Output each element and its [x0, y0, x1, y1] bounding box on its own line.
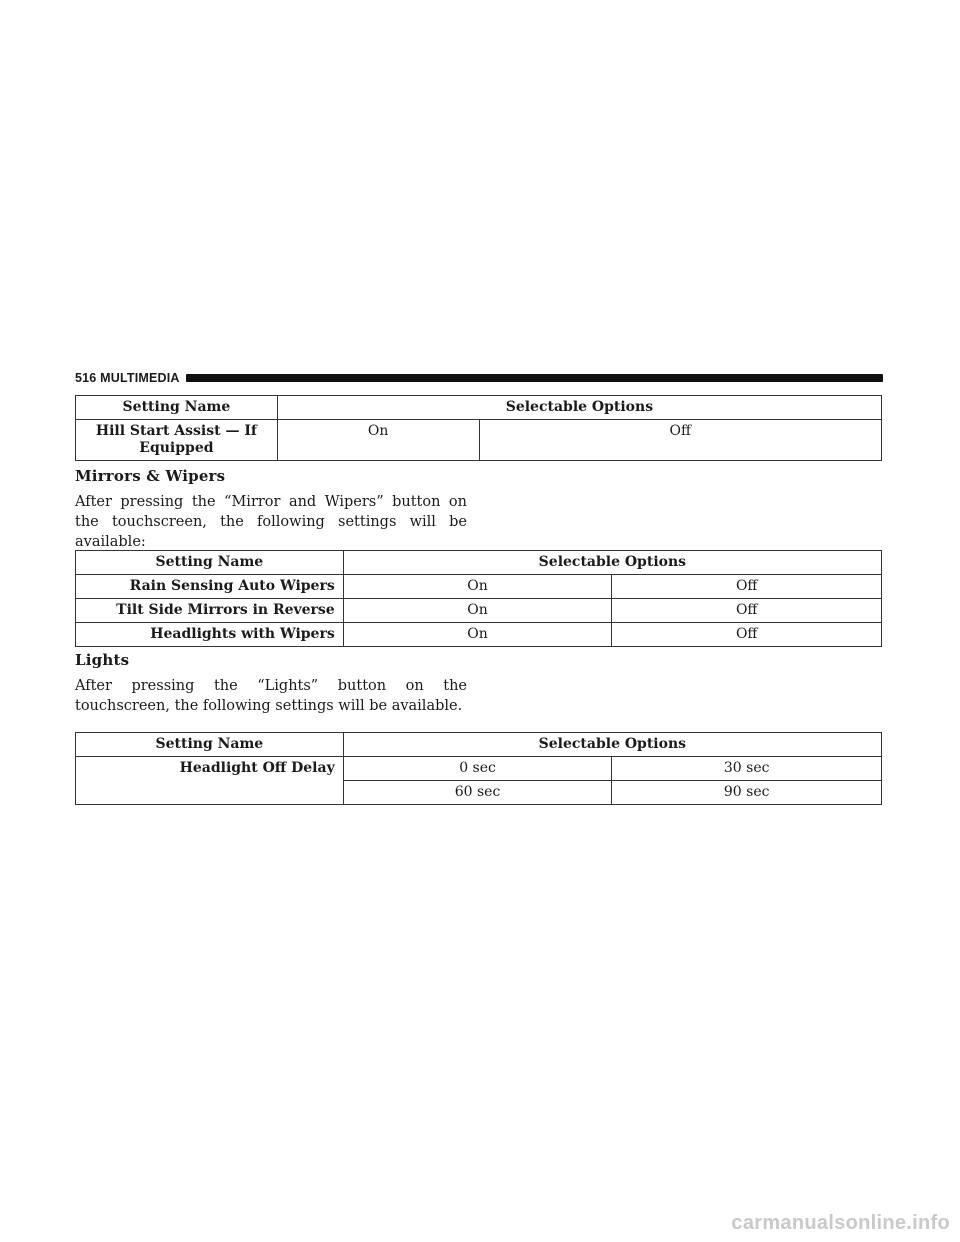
option-cell: 0 sec	[343, 757, 612, 781]
table-row	[76, 420, 882, 461]
table-header-row	[76, 733, 882, 757]
setting-name: Headlights with Wipers	[76, 623, 344, 647]
option-cell: On	[343, 575, 612, 599]
option-cell: On	[277, 420, 479, 461]
table-header-row	[76, 396, 882, 420]
section-paragraph-lights: After pressing the “Lights” button on the touchscreen, the following settings will be available.	[75, 678, 467, 714]
table-header-row	[76, 551, 882, 575]
setting-name: Hill Start Assist — If Equipped	[76, 420, 278, 461]
col-selectable-options: Selectable Options	[277, 396, 881, 420]
option-cell: 30 sec	[612, 757, 882, 781]
option-cell: Off	[479, 420, 881, 461]
setting-name: Tilt Side Mirrors in Reverse	[76, 599, 344, 623]
watermark: carmanualsonline.info	[731, 1212, 950, 1234]
col-setting-name: Setting Name	[76, 551, 344, 575]
section-heading-mirrors: Mirrors & Wipers	[75, 467, 226, 485]
option-cell: Off	[612, 623, 882, 647]
option-cell: Off	[612, 599, 882, 623]
section-heading-lights: Lights	[75, 651, 130, 669]
page-label: 516 MULTIMEDIA	[75, 371, 180, 385]
section-paragraph-mirrors: After pressing the “Mirror and Wipers” button on the touchscreen, the following settings will be available:	[75, 494, 467, 550]
setting-name: Rain Sensing Auto Wipers	[76, 575, 344, 599]
col-selectable-options: Selectable Options	[343, 551, 881, 575]
header-rule	[186, 374, 883, 382]
table-row	[76, 623, 882, 647]
option-cell: 60 sec	[343, 781, 612, 805]
option-cell: On	[343, 599, 612, 623]
table-row	[76, 599, 882, 623]
option-cell: 90 sec	[612, 781, 882, 805]
page-header	[75, 368, 883, 388]
mirrors-wipers-table	[75, 550, 882, 647]
hill-start-table	[75, 395, 882, 461]
col-setting-name: Setting Name	[76, 396, 278, 420]
setting-name: Headlight Off Delay	[76, 757, 344, 805]
lights-table	[75, 732, 882, 805]
option-cell: Off	[612, 575, 882, 599]
col-selectable-options: Selectable Options	[343, 733, 881, 757]
option-cell: On	[343, 623, 612, 647]
col-setting-name: Setting Name	[76, 733, 344, 757]
table-row	[76, 575, 882, 599]
table-row	[76, 757, 882, 781]
